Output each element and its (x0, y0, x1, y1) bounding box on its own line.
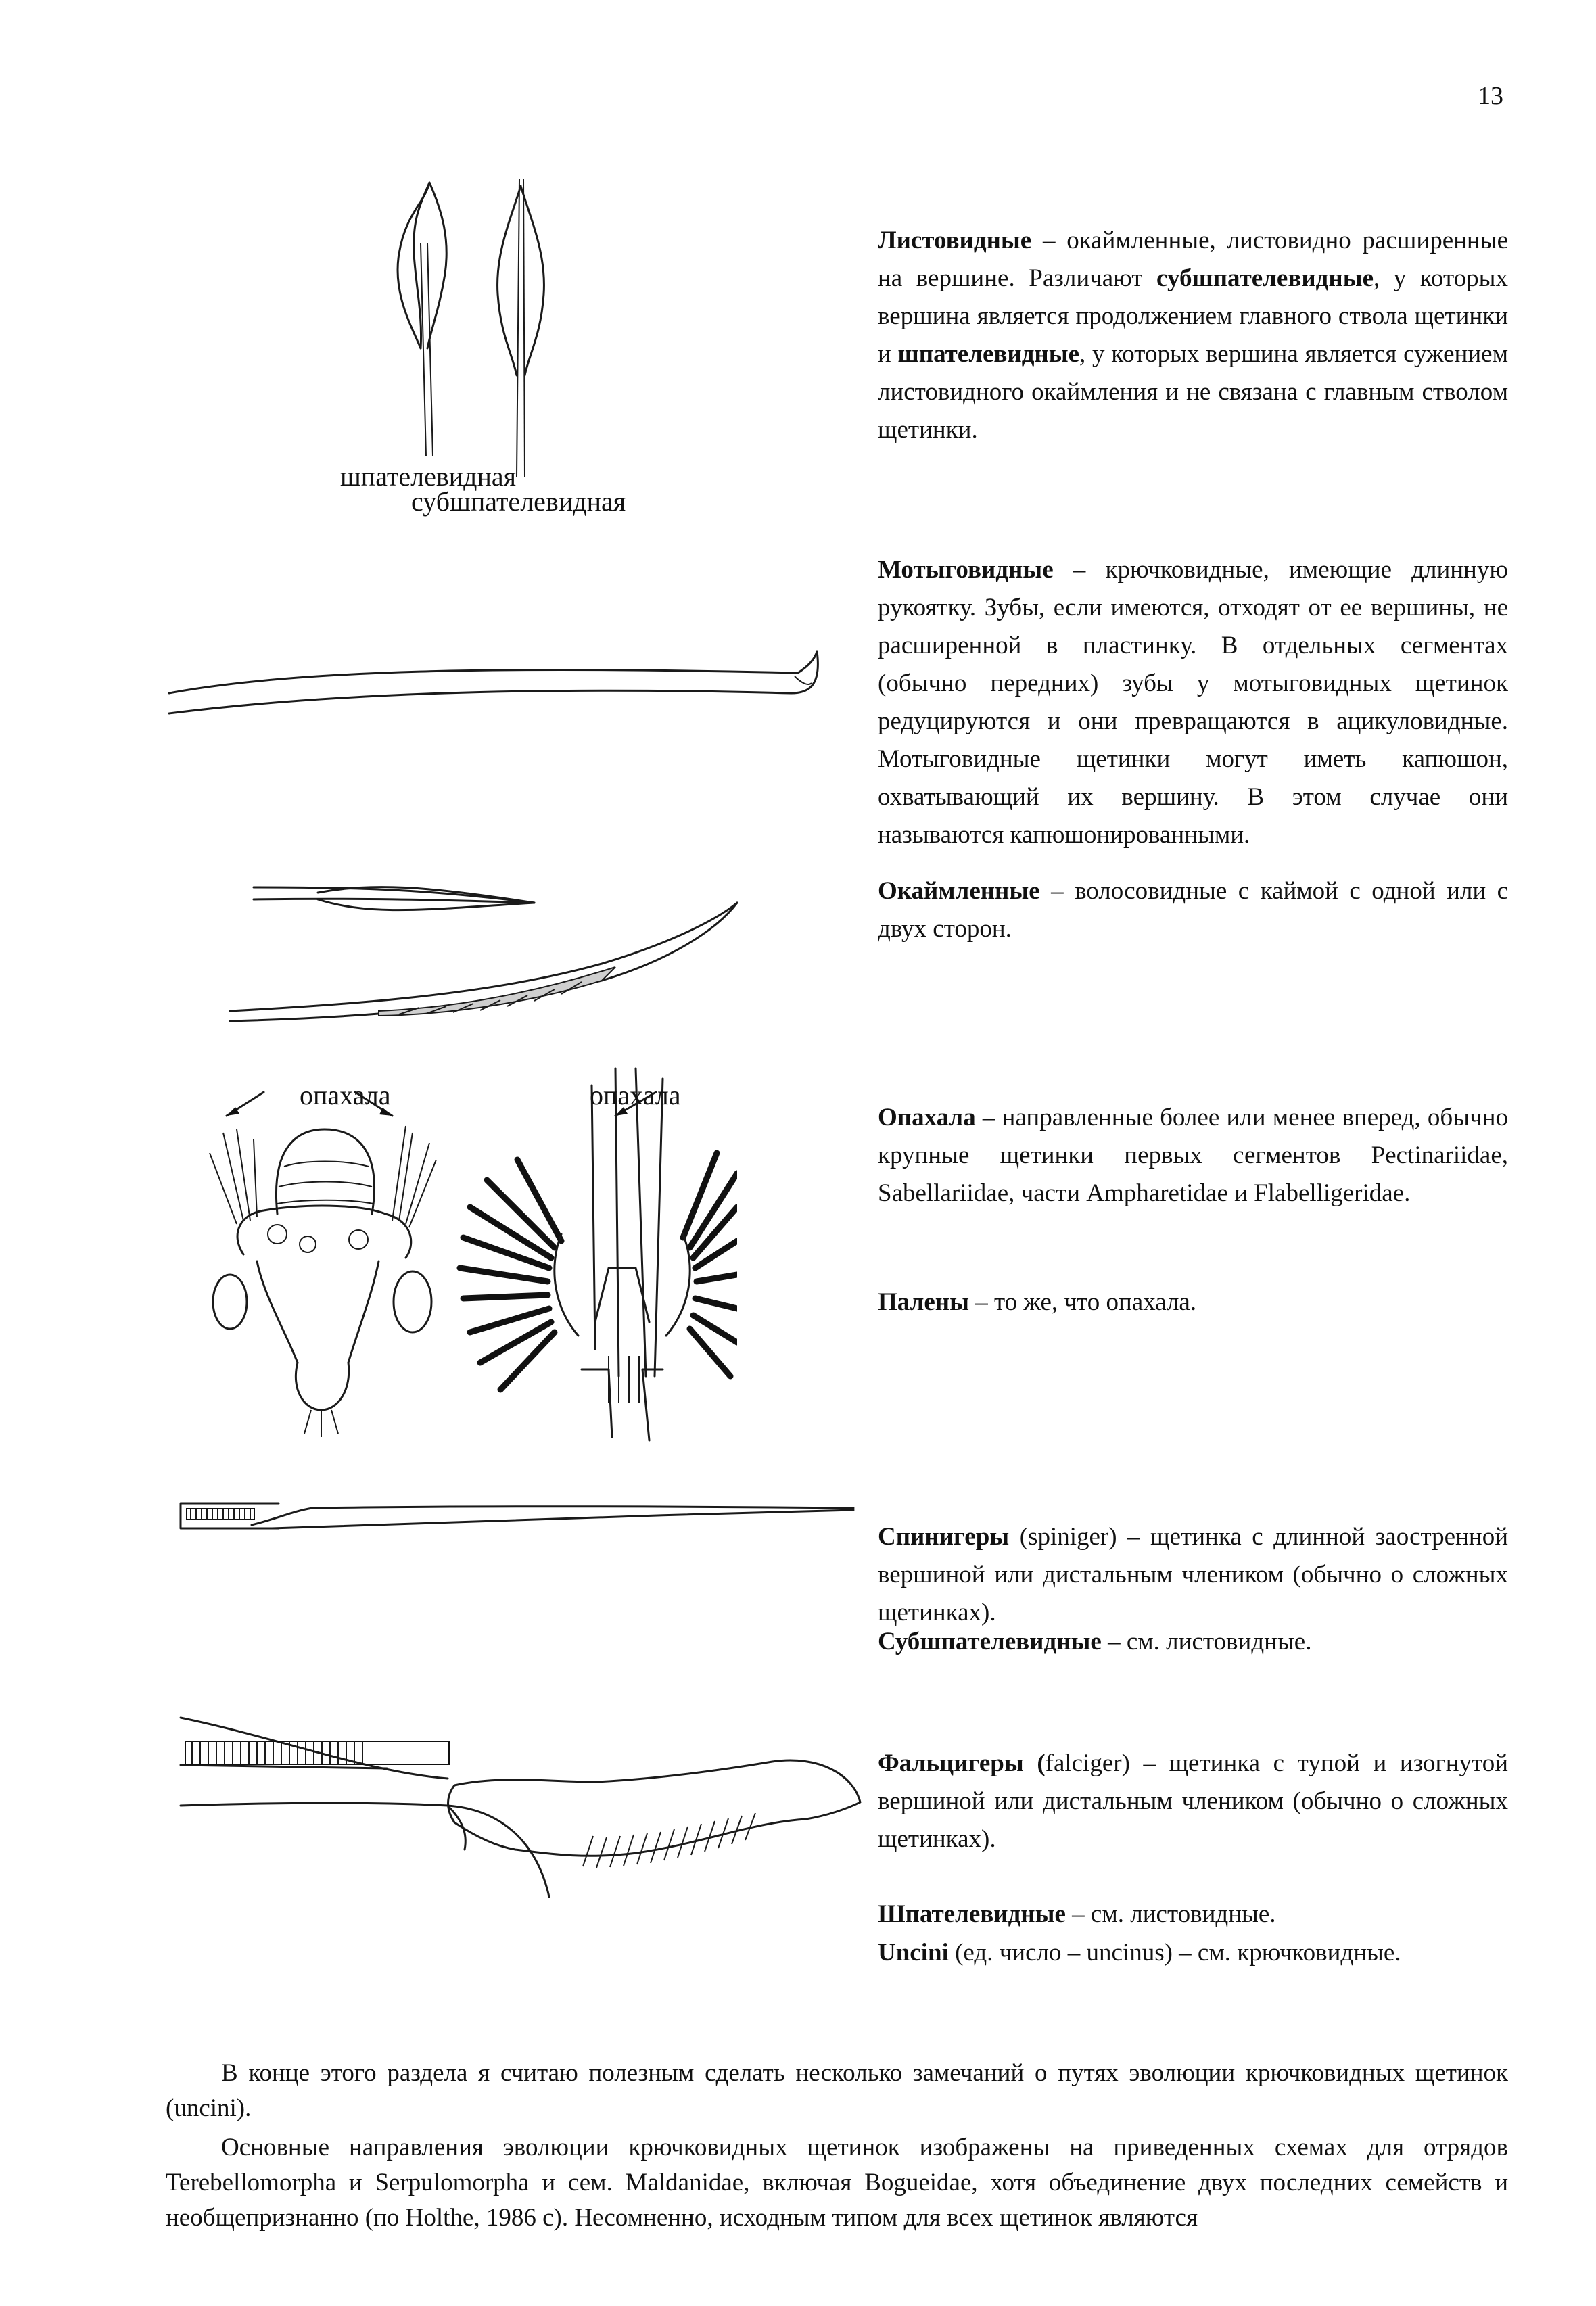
term-hoe: Мотыговидные (878, 556, 1054, 584)
entry-leaf: Листовидные – окаймленные, листовидно расширенные на вершине. Различают субшпателевидные, у которых вершина является продолжением главного ствола щетинки и шпателевидные, у которых вершина является сужением листовидного окаймления и не связана с главным стволом щетинки. (878, 227, 1508, 444)
falciger-figure (177, 1714, 867, 1904)
page-number: 13 (1478, 82, 1503, 110)
entry-palens: Палены – то же, что опахала. (878, 1288, 1197, 1316)
term-spatulate-ref: Шпателевидные (878, 1900, 1066, 1928)
label-paleae-right: опахала (590, 1080, 681, 1110)
entry-spiniger: Спинигеры (spiniger) – щетинка с длинной заостренной вершиной или дистальным члеником (обычно о сложных щетинках). (878, 1523, 1508, 1626)
term-uncini: Uncini (878, 1939, 949, 1967)
term-spatulate: шпателевидные (897, 340, 1080, 368)
limbate-chaetae-figure (223, 879, 764, 1028)
label-paleae-left: опахала (300, 1080, 391, 1110)
entry-subspatulate: Субшпателевидные – см. листовидные. (878, 1628, 1312, 1655)
leaf-chaetae-figure (365, 172, 568, 494)
paleae-figure (203, 1065, 737, 1444)
term-subspatulate-ref: Субшпателевидные (878, 1628, 1102, 1655)
body-paragraph-1: В конце этого раздела я считаю полезным сделать несколько замечаний о путях эволюции крючковидных щетинок (uncini). (166, 2059, 1508, 2122)
entry-uncini: Uncini (ед. число – uncinus) – см. крючковидные. (878, 1939, 1401, 1967)
entry-limbate: Окаймленные – волосовидные с каймой с одной или с двух сторон. (878, 877, 1508, 943)
term-limbate: Окаймленные (878, 877, 1040, 905)
term-paleae: Опахала (878, 1104, 976, 1131)
label-subspatulate: субшпателевидная (411, 486, 626, 517)
term-falciger: Фальцигеры ( (878, 1749, 1046, 1777)
label-spatulate: шпателевидная (340, 461, 517, 492)
spiniger-figure (177, 1498, 860, 1538)
entry-falciger: Фальцигеры (falciger) – щетинка с тупой и изогнутой вершиной или дистальным члеником (обычно о сложных щетинках). (878, 1749, 1508, 1853)
term-spiniger: Спинигеры (878, 1523, 1010, 1551)
entry-spatulate: Шпателевидные – см. листовидные. (878, 1900, 1276, 1928)
body-paragraph-2: Основные направления эволюции крючковидных щетинок изображены на приведенных схемах для отрядов Terebellomorpha и Serpulomorpha и сем. Maldanidae, включая Bogueidae, хотя объединение двух последних семейств и необщепризнанно (по Holthe, 1986 c). Несомненно, исходным типом для всех щетинок являются (166, 2134, 1508, 2232)
entry-hoe: Мотыговидные – крючковидные, имеющие длинную рукоятку. Зубы, если имеются, отходят от ее вершины, не расширенной в пластинку. В отдельных сегментах (обычно передних) зубы у мотыговидных щетинок редуцируются и они превращаются в ацикуловидные. Мотыговидные щетинки могут иметь капюшон, охватывающий их вершину. В этом случае они называются капюшонированными. (878, 556, 1508, 849)
term-subspatulate: субшпателевидные (1156, 264, 1374, 292)
entry-paleae: Опахала – направленные более или менее вперед, обычно крупные щетинки первых сегментов Pectinariidae, Sabellariidae, части Ampharetidae и Flabelligeridae. (878, 1104, 1508, 1207)
hoe-chaeta-figure (162, 646, 832, 720)
term-leaf: Листовидные (878, 227, 1032, 254)
term-palens: Палены (878, 1288, 969, 1316)
